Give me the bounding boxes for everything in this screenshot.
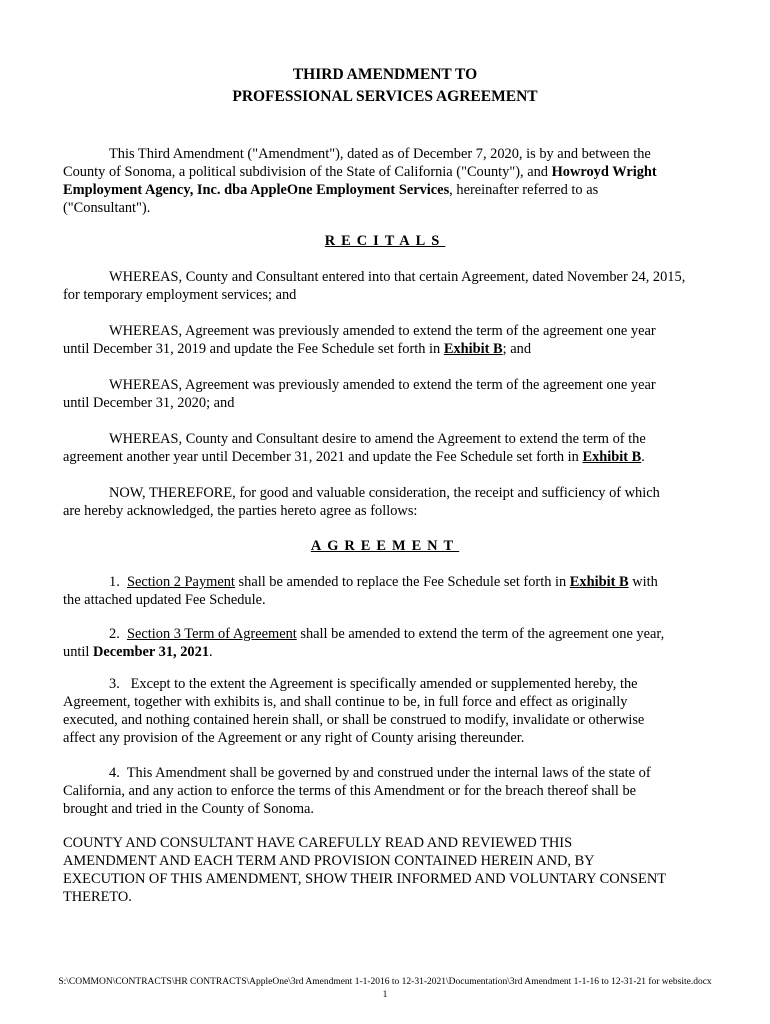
recital-paragraph [63,268,703,304]
intro-line [63,163,703,181]
recital-text: until December 31, 2019 and update the Fee Schedule set forth in [63,341,444,357]
recitals-heading [0,233,770,250]
agreement-section-1 [63,573,703,609]
now-therefore-line: are hereby acknowledged, the parties hereto agree as follows: [63,503,418,519]
agreement-section-4 [63,764,703,818]
section-line: affect any provision of the Agreement or any right of County arising thereunder. [63,730,525,746]
document-title-line1: THIRD AMENDMENT TO [292,66,478,83]
section-reference: Section 3 Term of Agreement [127,626,297,642]
closing-line: AMENDMENT AND EACH TERM AND PROVISION CONTAINED HEREIN AND, BY [63,853,595,869]
section-line: Agreement, together with exhibits is, and shall continue to be, in full force and effect as originally [63,694,628,710]
intro-line [63,181,703,199]
recital-line: WHEREAS, County and Consultant entered into that certain Agreement, dated November 24, 2015, [109,269,686,285]
agreement-heading-text: AGREEMENT [310,538,460,554]
now-therefore-line: NOW, THEREFORE, for good and valuable consideration, the receipt and sufficiency of which [109,485,660,501]
consultant-name: Employment Agency, Inc. dba AppleOne Employment Services [63,182,450,198]
section-number: 1. [109,574,127,590]
footer-file-path: S:\COMMON\CONTRACTS\HR CONTRACTS\AppleOne\3rd Amendment 1-1-2016 to 12-31-2021\Documentation\3rd Amendment 1-1-16 to 12-31-21 for website.docx [58,977,712,987]
section-text: with [628,574,658,590]
recital-text: agreement another year until December 31, 2021 and update the Fee Schedule set forth in [63,449,583,465]
document-title-line2: PROFESSIONAL SERVICES AGREEMENT [232,88,538,105]
exhibit-reference: Exhibit B [443,341,503,357]
intro-line: ("Consultant"). [63,200,151,216]
recital-line [63,340,703,358]
recital-text: . [641,449,645,465]
end-date: December 31, 2021 [92,644,210,660]
recital-line: until December 31, 2020; and [63,395,235,411]
recital-paragraph [63,376,703,412]
section-text: shall be amended to extend the term of the agreement one year, [296,626,665,642]
closing-line: EXECUTION OF THIS AMENDMENT, SHOW THEIR INFORMED AND VOLUNTARY CONSENT [63,871,666,887]
intro-line: This Third Amendment ("Amendment"), dated as of December 7, 2020, is by and between the [109,146,651,162]
recital-line: WHEREAS, Agreement was previously amended to extend the term of the agreement one year [109,323,656,339]
section-text: shall be amended to replace the Fee Schedule set forth in [234,574,570,590]
recital-line [63,448,703,466]
exhibit-reference: Exhibit B [569,574,629,590]
section-line: the attached updated Fee Schedule. [63,592,266,608]
recital-text: ; and [502,341,532,357]
closing-line: COUNTY AND CONSULTANT HAVE CAREFULLY READ AND REVIEWED THIS [63,835,573,851]
section-line [63,625,703,643]
section-text: until [63,644,93,660]
recitals-heading-text: RECITALS [324,233,446,249]
agreement-section-3 [63,675,703,747]
section-line [63,643,703,661]
intro-paragraph [63,145,703,217]
section-line [63,573,703,591]
closing-paragraph [63,834,703,906]
section-text: . [209,644,213,660]
recital-paragraph [63,322,703,358]
section-line: 4. This Amendment shall be governed by and construed under the internal laws of the state of [109,765,651,781]
intro-text: County of Sonoma, a political subdivision of the State of California ("County"), and [63,164,552,180]
page-number: 1 [382,990,388,1000]
section-number: 2. [109,626,127,642]
consultant-name: Howroyd Wright [551,164,657,180]
closing-line: THERETO. [63,889,132,905]
section-line: executed, and nothing contained herein shall, or shall be construed to modify, invalidate or otherwise [63,712,645,728]
agreement-section-2 [63,625,703,661]
now-therefore-paragraph [63,484,703,520]
section-line: California, and any action to enforce the terms of this Amendment or for the breach thereof shall be [63,783,637,799]
intro-text: , hereinafter referred to as [449,182,599,198]
agreement-heading [0,538,770,555]
recital-line: WHEREAS, Agreement was previously amended to extend the term of the agreement one year [109,377,656,393]
recital-line: WHEREAS, County and Consultant desire to amend the Agreement to extend the term of the [109,431,646,447]
section-line: brought and tried in the County of Sonoma. [63,801,315,817]
recital-paragraph [63,430,703,466]
section-reference: Section 2 Payment [127,574,235,590]
section-line: 3. Except to the extent the Agreement is specifically amended or supplemented hereby, the [109,676,638,692]
exhibit-reference: Exhibit B [582,449,642,465]
recital-line: for temporary employment services; and [63,287,297,303]
